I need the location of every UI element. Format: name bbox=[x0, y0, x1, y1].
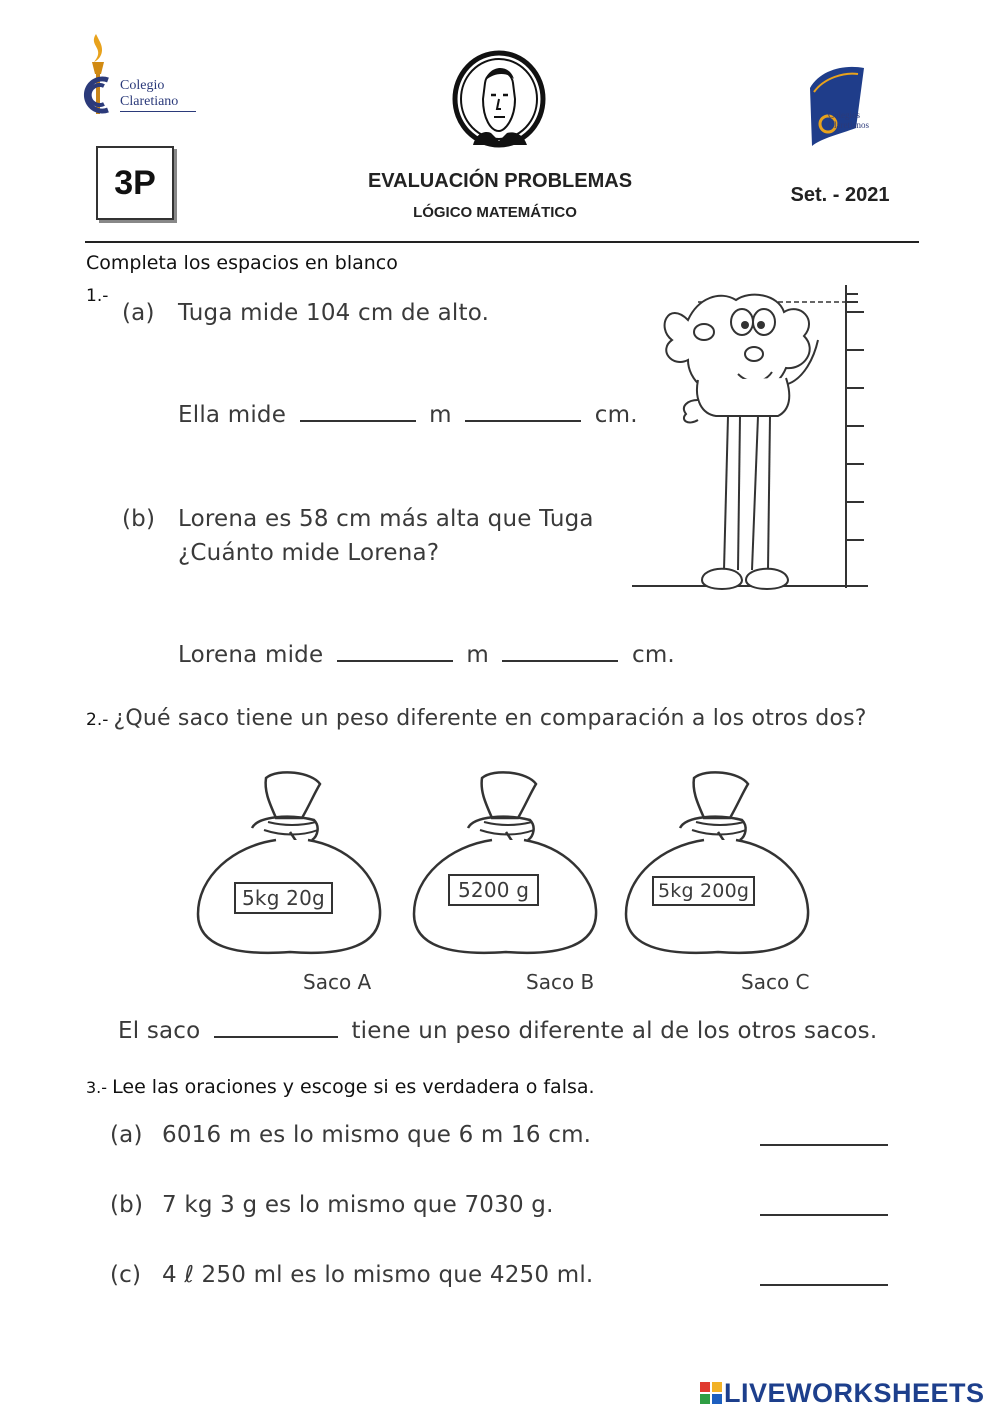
q1b-label: (b) bbox=[122, 506, 156, 532]
claretian-badge-logo bbox=[800, 58, 880, 148]
q3b-answer-blank[interactable] bbox=[760, 1214, 888, 1216]
question-2-row bbox=[86, 706, 867, 731]
q1b-text-line2: ¿Cuánto mide Lorena? bbox=[178, 540, 440, 566]
q1b-unit-m: m bbox=[466, 642, 489, 668]
q1a-unit-cm: cm. bbox=[594, 402, 638, 428]
liveworksheets-icon bbox=[700, 1382, 722, 1404]
q1b-text-line1: Lorena es 58 cm más alta que Tuga bbox=[178, 506, 594, 532]
q1a-centimeters-blank[interactable] bbox=[465, 420, 581, 422]
sack-a bbox=[194, 770, 384, 970]
torch-icon bbox=[78, 32, 118, 117]
q1a-text: Tuga mide 104 cm de alto. bbox=[178, 300, 490, 326]
sack-a-tag: 5kg 20g bbox=[234, 882, 333, 914]
question-3-instruction: Lee las oraciones y escoge si es verdadera o falsa. bbox=[112, 1076, 595, 1098]
q1a-answer-prefix: Ella mide bbox=[178, 402, 287, 428]
school-logo-line1: Colegio bbox=[120, 78, 165, 93]
q3a-answer-blank[interactable] bbox=[760, 1144, 888, 1146]
sack-b bbox=[410, 770, 600, 970]
q1b-meters-blank[interactable] bbox=[337, 660, 453, 662]
q3a-label: (a) bbox=[110, 1122, 143, 1148]
grade-box: 3P bbox=[96, 146, 174, 220]
q1a-unit-m: m bbox=[429, 402, 452, 428]
sack-b-label: Saco B bbox=[526, 970, 595, 994]
sack-icon bbox=[194, 770, 384, 970]
q1b-unit-cm: cm. bbox=[631, 642, 675, 668]
founder-portrait bbox=[451, 49, 547, 159]
badge-logo-line2: Claretianos bbox=[828, 120, 869, 130]
liveworksheets-brand: LIVEWORKSHEETS bbox=[724, 1377, 985, 1408]
q1b-centimeters-blank[interactable] bbox=[502, 660, 618, 662]
q3c-label: (c) bbox=[110, 1262, 142, 1288]
q1b-answer-row bbox=[178, 642, 675, 668]
question-2-text: ¿Qué saco tiene un peso diferente en comparación a los otros dos? bbox=[113, 706, 867, 731]
q2-answer-suffix: tiene un peso diferente al de los otros sacos. bbox=[351, 1018, 878, 1044]
q1a-meters-blank[interactable] bbox=[300, 420, 416, 422]
q3b-text: 7 kg 3 g es lo mismo que 7030 g. bbox=[162, 1192, 554, 1218]
page-subtitle: LÓGICO MATEMÁTICO bbox=[413, 204, 577, 221]
q2-answer-prefix: El saco bbox=[118, 1018, 201, 1044]
q3b-label: (b) bbox=[110, 1192, 144, 1218]
page-title: EVALUACIÓN PROBLEMAS bbox=[367, 170, 633, 192]
sack-a-label: Saco A bbox=[303, 970, 372, 994]
tuga-character-illustration bbox=[628, 280, 878, 620]
question-2-number: 2.- bbox=[86, 710, 109, 730]
question-3-row bbox=[86, 1076, 595, 1098]
q3c-text: 4 ℓ 250 ml es lo mismo que 4250 ml. bbox=[162, 1262, 594, 1288]
q2-answer-row bbox=[118, 1018, 877, 1044]
q1a-answer-row bbox=[178, 402, 638, 428]
date-label: Set. - 2021 bbox=[790, 184, 890, 206]
liveworksheets-logo[interactable] bbox=[700, 1376, 985, 1410]
sack-c-tag: 5kg 200g bbox=[652, 876, 755, 906]
school-logo-line2: Claretiano bbox=[120, 94, 179, 109]
q1b-answer-prefix: Lorena mide bbox=[178, 642, 324, 668]
badge-logo-line1: Colegios bbox=[828, 110, 861, 120]
school-logo bbox=[78, 32, 203, 117]
q1a-label: (a) bbox=[122, 300, 155, 326]
q3a-text: 6016 m es lo mismo que 6 m 16 cm. bbox=[162, 1122, 592, 1148]
header-divider bbox=[85, 241, 919, 243]
sack-b-tag: 5200 g bbox=[448, 874, 539, 906]
sack-icon bbox=[410, 770, 600, 970]
instructions: Completa los espacios en blanco bbox=[86, 252, 398, 274]
sack-icon bbox=[622, 770, 812, 970]
question-1-number: 1.- bbox=[86, 286, 109, 306]
sack-c-label: Saco C bbox=[741, 970, 810, 994]
question-3-number: 3.- bbox=[86, 1078, 108, 1097]
q3c-answer-blank[interactable] bbox=[760, 1284, 888, 1286]
q2-sack-blank[interactable] bbox=[214, 1036, 338, 1038]
sack-c bbox=[622, 770, 812, 970]
